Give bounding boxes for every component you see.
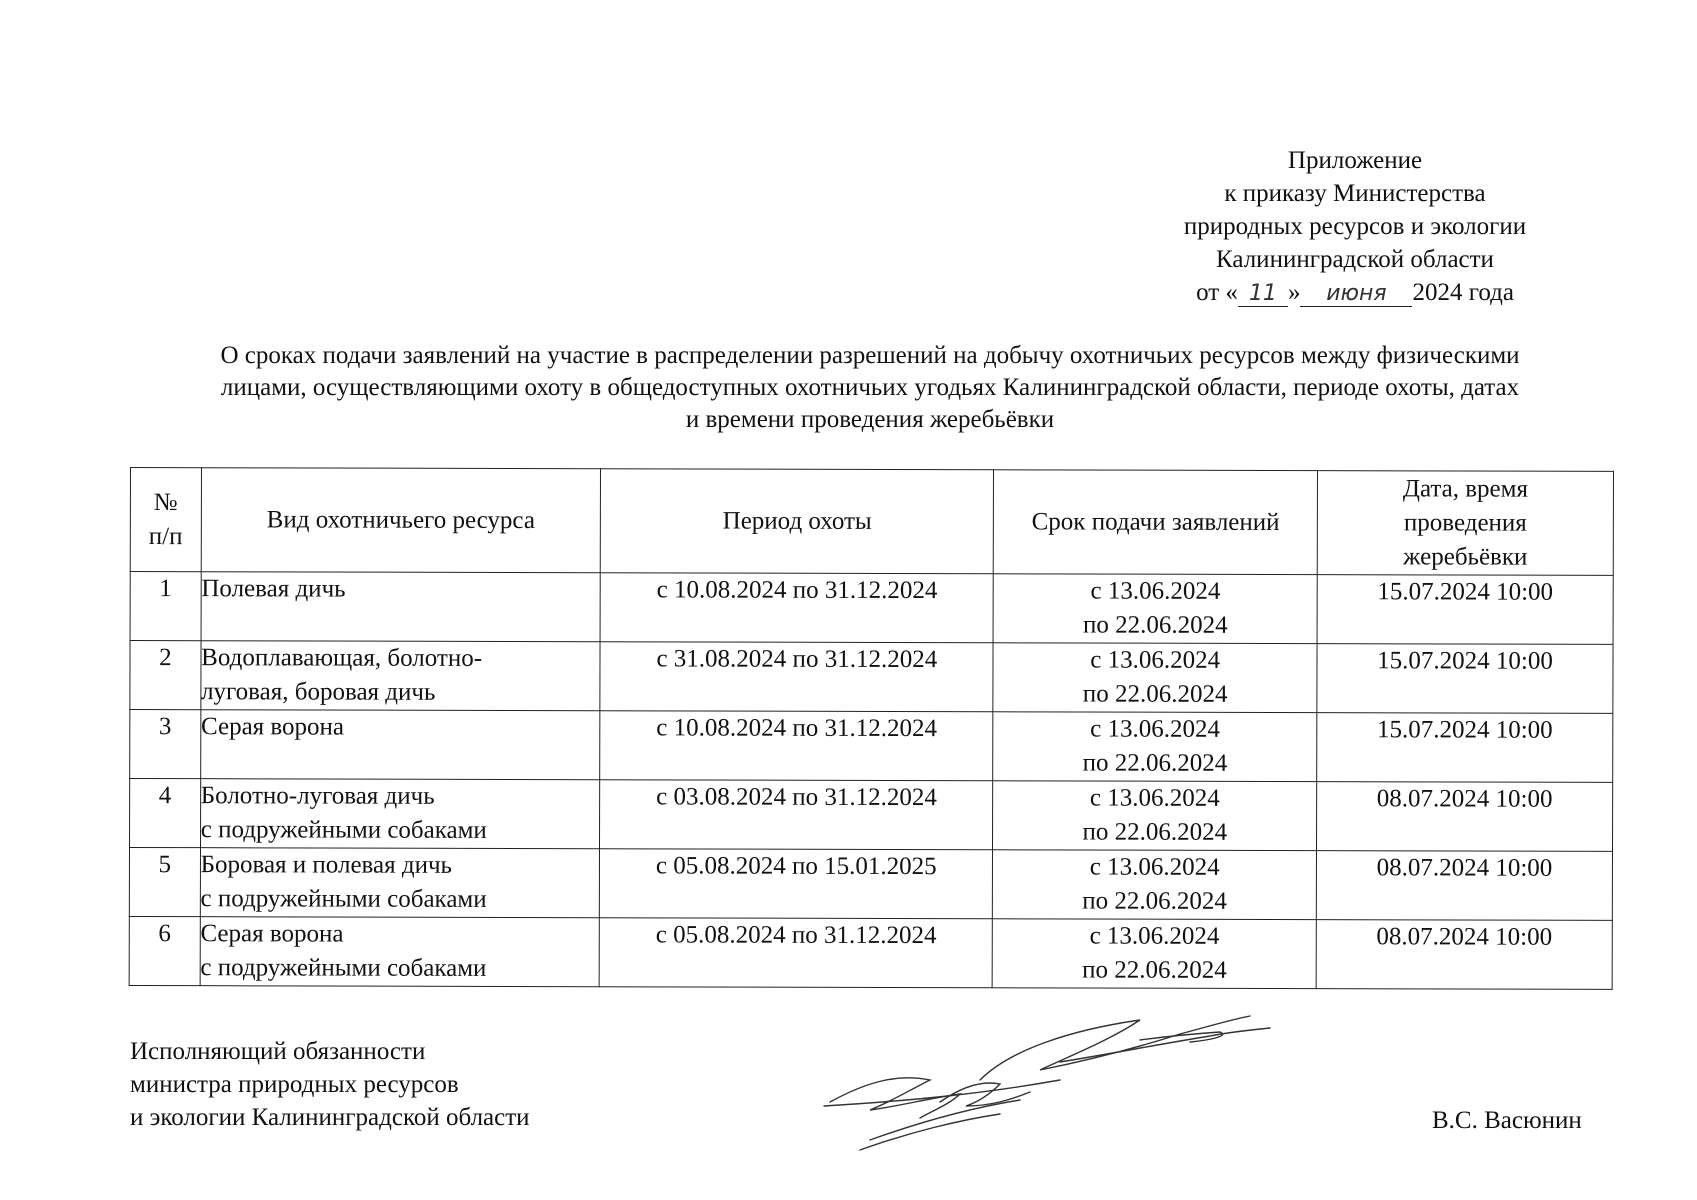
appendix-block [1130,144,1580,309]
date-suffix: 2024 года [1412,279,1514,306]
row-number: 6 [129,916,200,985]
application-deadline [993,781,1317,851]
application-deadline [993,712,1317,782]
deadline-to: по 22.06.2024 [1082,818,1228,846]
handwritten-signature [810,1010,1280,1160]
hunting-period: с 05.08.2024 по 31.12.2024 [599,918,992,988]
table-body [129,572,1613,990]
draw-datetime: 15.07.2024 10:00 [1317,713,1613,783]
hunting-period: с 05.08.2024 по 15.01.2025 [600,849,993,919]
position-line-1: Исполняющий обязанности [130,1038,426,1065]
header-num [130,468,201,572]
draw-datetime: 08.07.2024 10:00 [1317,782,1613,852]
position-line-2: министра природных ресурсов [130,1071,459,1098]
title-line-1: О сроках подачи заявлений на участие в распределении разрешений на добычу охотничьих ресурсов между физическими [220,342,1520,369]
header-deadline: Срок подачи заявлений [994,470,1318,575]
title-line-3: и времени проведения жеребьёвки [685,406,1055,433]
appendix-line-order: к приказу Министерства [1224,180,1486,207]
handwritten-month: июня [1300,282,1412,307]
signer-name: В.С. Васюнин [1432,1107,1582,1134]
header-num-symbol: № [153,488,178,516]
draw-datetime: 15.07.2024 10:00 [1317,575,1613,645]
table-row [130,572,1613,645]
header-type: Вид охотничьего ресурса [201,468,601,573]
resource-type-line-1: Серая ворона [200,920,344,948]
handwritten-day: 11 [1238,282,1288,307]
resource-type-line-2: луговая, боровая дичь [201,678,436,706]
resource-type-line-1: Водоплавающая, болотно- [201,644,483,672]
deadline-to: по 22.06.2024 [1082,956,1227,984]
deadline-from: с 13.06.2024 [1089,853,1220,881]
table-row [130,641,1613,714]
title-line-2: лицами, осуществляющими охоту в общедоступных охотничьих угодьях Калининградской области, периоде охоты, датах [220,374,1520,401]
resource-type [200,917,600,987]
resource-type-line-1: Боровая и полевая дичь [200,851,453,879]
header-num-label: п/п [148,522,183,550]
position-line-3: и экологии Калининградской области [130,1104,530,1131]
application-deadline [993,919,1317,989]
table-row [129,848,1612,921]
header-draw-line-1: Дата, время [1402,474,1529,503]
appendix-line-region: Калининградской области [1216,246,1494,273]
draw-datetime: 08.07.2024 10:00 [1316,851,1612,921]
deadline-from: с 13.06.2024 [1090,646,1221,674]
header-draw-line-3: жеребьёвки [1403,542,1528,571]
signatory-position [130,1035,530,1134]
hunting-period: с 03.08.2024 по 31.12.2024 [600,780,993,850]
table-header-row [130,468,1613,576]
resource-type-line-1: Серая ворона [200,713,345,741]
resource-type-line-1: Болотно-луговая дичь [200,782,435,810]
header-draw-line-2: проведения [1403,508,1527,537]
deadline-from: с 13.06.2024 [1090,577,1221,605]
hunting-period: с 10.08.2024 по 31.12.2024 [600,573,993,643]
row-number: 3 [130,710,201,779]
table-row [129,916,1612,989]
deadline-from: с 13.06.2024 [1090,715,1221,743]
draw-datetime: 15.07.2024 10:00 [1317,644,1613,714]
row-number: 1 [130,572,201,641]
deadline-from: с 13.06.2024 [1089,784,1220,812]
resource-type [201,641,601,711]
appendix-date [1130,276,1580,309]
draw-datetime: 08.07.2024 10:00 [1316,920,1612,990]
document-title [120,340,1620,436]
header-draw [1317,471,1613,576]
hunting-period: с 31.08.2024 по 31.12.2024 [600,642,993,712]
appendix-line-ministry: природных ресурсов и экологии [1183,213,1527,240]
deadline-from: с 13.06.2024 [1089,922,1220,950]
row-number: 4 [130,779,201,848]
resource-type [200,848,600,918]
schedule-table [129,467,1614,990]
table-row [130,710,1613,783]
resource-type [200,779,600,849]
application-deadline [993,850,1317,920]
resource-type-line-1: Полевая дичь [201,575,346,603]
resource-type-line-2: с подружейными собаками [200,816,487,844]
deadline-to: по 22.06.2024 [1082,887,1227,915]
row-number: 2 [130,641,201,710]
appendix-title: Приложение [1287,147,1423,174]
deadline-to: по 22.06.2024 [1082,611,1228,639]
application-deadline [993,574,1317,644]
resource-type-line-2: с подружейными собаками [200,885,487,913]
resource-type-line-2: с подружейными собаками [200,954,487,982]
deadline-to: по 22.06.2024 [1082,680,1228,708]
table-row [130,779,1613,852]
header-period: Период охоты [600,469,993,574]
hunting-period: с 10.08.2024 по 31.12.2024 [600,711,993,781]
resource-type [200,710,600,780]
resource-type [201,572,601,642]
application-deadline [993,643,1317,713]
row-number: 5 [129,848,200,917]
date-mid: » [1287,279,1301,306]
date-prefix: от « [1196,279,1238,306]
deadline-to: по 22.06.2024 [1082,749,1228,777]
